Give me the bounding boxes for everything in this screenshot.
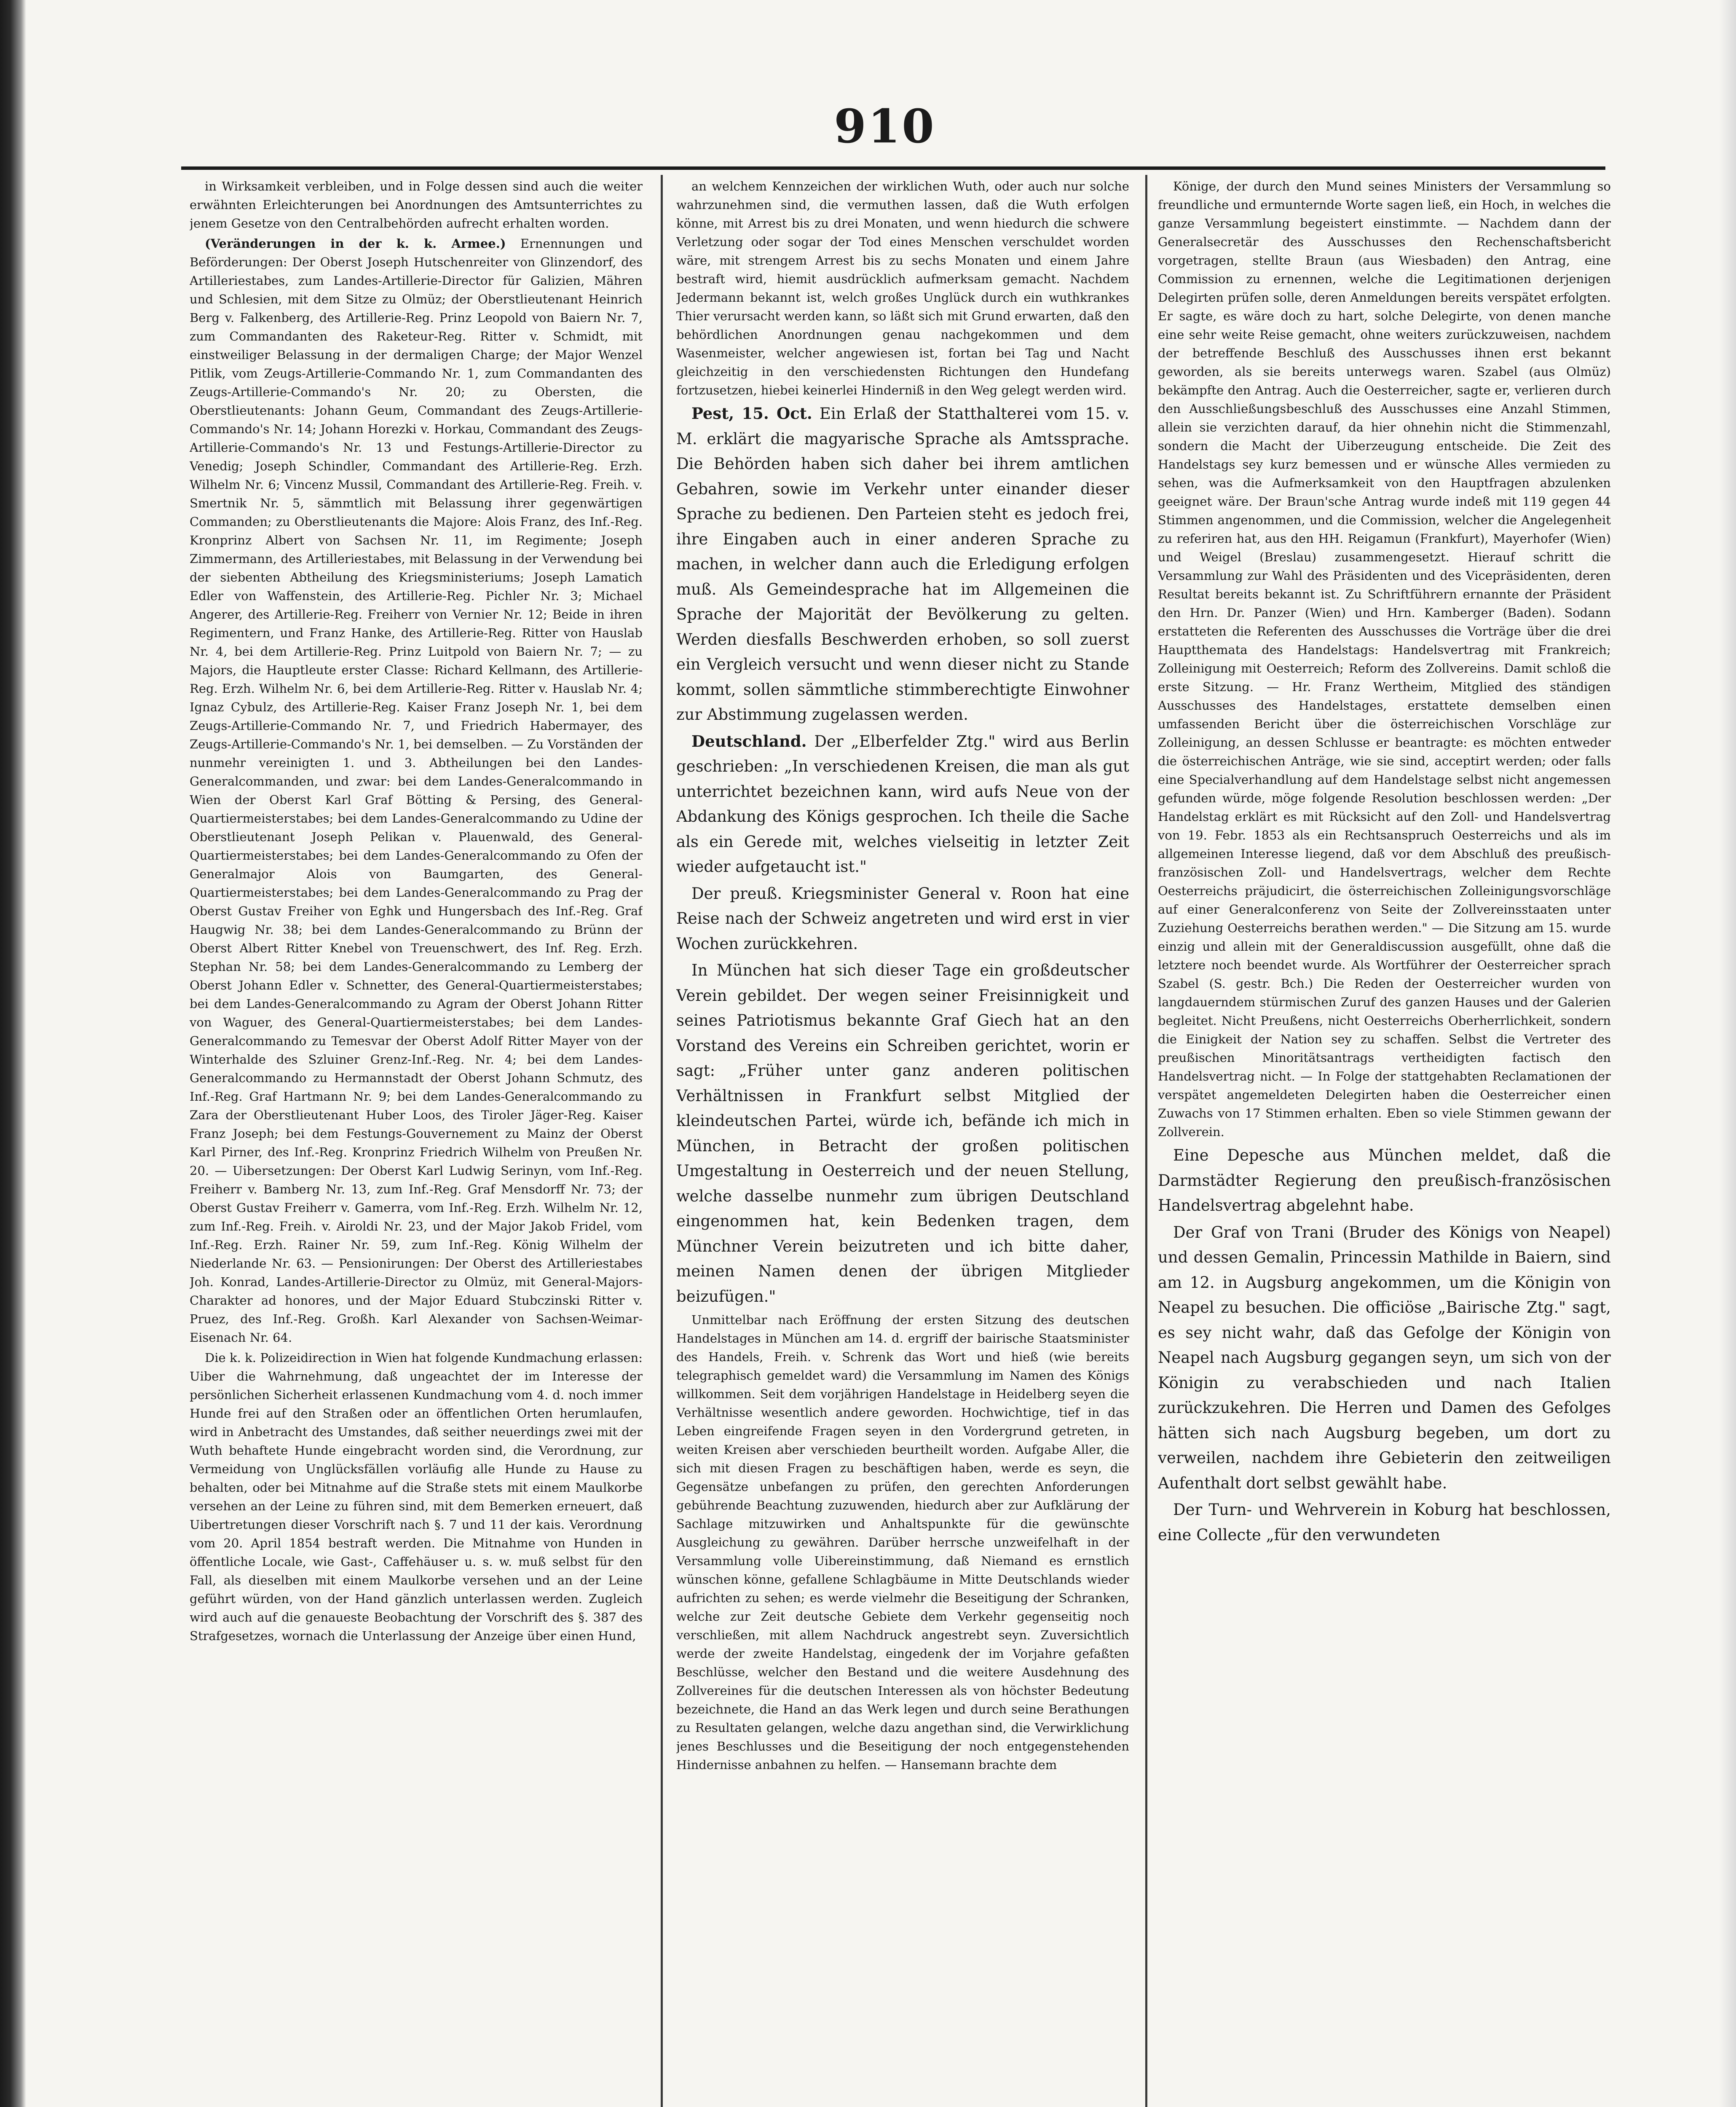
paragraph-text: Der „Elberfelder Ztg." wird aus Berlin geschrieben: „In verschiedenen Kreisen, die man als gut unterrichtet bezeichnen kann, wird aufs Neue von der Abdankung des Königs gesprochen. Ich theile die Sache als ein Gerede mit, welches vielseitig in letzter Zeit wieder aufgetaucht ist."	[676, 732, 1129, 876]
column-rule-1	[661, 175, 663, 2107]
article-paragraph	[190, 234, 643, 1347]
header-rule	[181, 166, 1605, 170]
article-paragraph	[676, 177, 1129, 399]
paragraph-text: in Wirksamkeit verbleiben, und in Folge dessen sind auch die weiter erwähnten Erleichterungen bei Anordnungen des Amtsunterrichtes zu jenem Gesetze von den Centralbehörden aufrecht erhalten worden.	[190, 179, 643, 231]
paragraph-lead: Pest, 15. Oct.	[691, 404, 812, 423]
paragraph-lead: (Veränderungen in der k. k. Armee.)	[205, 236, 506, 251]
article-paragraph	[676, 958, 1129, 1309]
paragraph-text: Unmittelbar nach Eröffnung der ersten Sitzung des deutschen Handelstages in München am 14. d. ergriff der bairische Staatsminister des Handels, Freih. v. Schrenk das Wort und hieß (wie bereits telegraphisch gemeldet ward) die Versammlung im Namen des Königs willkommen. Seit dem vorjährigen Handelstage in Heidelberg seyen die Verhältnisse wesentlich andere geworden. Hochwichtige, tief in das Leben eingreifende Fragen seyen in den Vordergrund getreten, in weiten Kreisen aber verschieden beurtheilt worden. Aufgabe Aller, die sich mit diesen Fragen zu beschäftigen haben, werde es seyn, die Gegensätze unbefangen zu prüfen, den gerechten Anforderungen gebührende Beachtung zuzuwenden, hiedurch aber zur Aufklärung der Sachlage mitzuwirken und Anhaltspunkte für die gewünschte Ausgleichung zu gewähren. Darüber herrsche unzweifelhaft in der Versammlung volle Uibereinstimmung, daß Niemand es ernstlich wünschen könne, gefallene Schlagbäume in Mitte Deutschlands wieder aufrichten zu sehen; es werde vielmehr die Beseitigung der Schranken, welche zur Zeit deutsche Gebiete dem Verkehr gegenseitig noch verschließen, mit allem Nachdruck angestrebt seyn. Zuversichtlich werde der zweite Handelstag, eingedenk der im Vorjahre gefaßten Beschlüsse, welcher den Bestand und die weitere Ausdehnung des Zollvereines für die deutschen Interessen als von höchster Bedeutung bezeichnete, die Hand an das Werk legen und durch seine Berathungen zu Resultaten gelangen, welche dazu angethan sind, die Verwirklichung jenes Beschlusses und die Beseitigung der noch entgegenstehenden Hindernisse anbahnen zu helfen. — Hansemann brachte dem	[676, 1313, 1129, 1772]
paragraph-text: Die k. k. Polizeidirection in Wien hat folgende Kundmachung erlassen: Uiber die Wahrnehmung, daß ungeachtet der im Interesse der persönlichen Sicherheit erlassenen Kundmachung vom 4. d. noch immer Hunde frei auf den Straßen oder an öffentlichen Orten herumlaufen, wird in Anbetracht des Umstandes, daß seither neuerdings zwei mit der Wuth behaftete Hunde eingebracht worden sind, die Verordnung, zur Vermeidung von Unglücksfällen vorläufig alle Hunde zu Hause zu behalten, oder bei Mitnahme auf die Straße stets mit einem Maulkorbe versehen an der Leine zu führen sind, mit dem Bemerken erneuert, daß Uibertretungen dieser Vorschrift nach §. 7 und 11 der kais. Verordnung vom 20. April 1854 bestraft werden. Die Mitnahme von Hunden in öffentliche Locale, wie Gast-, Caffehäuser u. s. w. muß selbst für den Fall, als dieselben mit einem Maulkorbe versehen und an der Leine geführt würden, von der Hand gänzlich unterlassen werden. Zugleich wird auch auf die genaueste Beobachtung der Vorschrift des §. 387 des Strafgesetzes, wornach die Unterlassung der Anzeige über einen Hund,	[190, 1351, 643, 1643]
page-number: 910	[834, 99, 936, 153]
article-paragraph	[1158, 177, 1611, 1141]
paragraph-text: In München hat sich dieser Tage ein großdeutscher Verein gebildet. Der wegen seiner Freisinnigkeit und seines Patriotismus bekannte Graf Giech hat an den Vorstand des Vereins ein Schreiben gerichtet, worin er sagt: „Früher unter ganz anderen politischen Verhältnissen in Frankfurt selbst Mitglied der kleindeutschen Partei, würde ich, befände ich mich in München, in Betracht der großen politischen Umgestaltung in Oesterreich und der neuen Stellung, welche dasselbe nunmehr zum übrigen Deutschland eingenommen hat, kein Bedenken tragen, dem Münchner Verein beizutreten und ich bitte daher, meinen Namen denen der übrigen Mitglieder beizufügen."	[676, 961, 1129, 1305]
paragraph-text: Könige, der durch den Mund seines Ministers der Versammlung so freundliche und ermunternde Worte sagen ließ, ein Hoch, in welches die ganze Versammlung begeistert einstimmte. — Nachdem dann der Generalsecretär des Ausschusses den Rechenschaftsbericht vorgetragen, stellte Braun (aus Wiesbaden) den Antrag, eine Commission zu ernennen, welche die Legitimationen derjenigen Delegirten prüfen solle, deren Anmeldungen bereits verspätet erfolgten. Er sagte, es wäre doch zu hart, solche Delegirte, von denen manche eine sehr weite Reise gemacht, ohne weiters zurückzuweisen, nachdem der betreffende Beschluß des Ausschusses ihnen erst bekannt geworden, als sie bereits unterwegs waren. Szabel (aus Olmüz) bekämpfte den Antrag. Auch die Oesterreicher, sagte er, verlieren durch den Ausschließungsbeschluß des Ausschusses eine Anzahl Stimmen, allein sie verzichten darauf, da hier ohnehin nicht die Stimmenzahl, sondern die Macht der Uiberzeugung entscheide. Die Zeit des Handelstags sey kurz bemessen und er wünsche Alles vermieden zu sehen, was die Aufmerksamkeit von den Hauptfragen abzulenken geeignet wäre. Der Braun'sche Antrag wurde indeß mit 119 gegen 44 Stimmen angenommen, und die Commission, welcher die Angelegenheit zu referiren hat, aus den HH. Reigamun (Frankfurt), Mayerhofer (Wien) und Weigel (Breslau) zusammengesetzt. Hierauf schritt die Versammlung zur Wahl des Präsidenten und des Vicepräsidenten, deren Resultat bereits bekannt ist. Zu Schriftführern ernannte der Präsident den Hrn. Dr. Panzer (Wien) und Hrn. Kamberger (Baden). Sodann erstatteten die Referenten des Ausschusses die Vorträge über die drei Hauptthemata des Handelstags: Handelsvertrag mit Frankreich; Zolleinigung mit Oesterreich; Reform des Zollvereins. Damit schloß die erste Sitzung. — Hr. Franz Wertheim, Mitglied des ständigen Ausschusses des Handelstages, erstattete demselben einen umfassenden Bericht über die österreichischen Vorschläge zur Zolleinigung, an dessen Schlusse er beantragte: es möchten entweder die österreichischen Anträge, wie sie sind, acceptirt werden; oder falls eine Specialverhandlung auf dem Handelstage selbst nicht angemessen gefunden würde, möge folgende Resolution beschlossen werden: „Der Handelstag erklärt es mit Rücksicht auf den Zoll- und Handelsvertrag von 19. Febr. 1853 als ein Rechtsanspruch Oesterreichs und als im allgemeinen Interesse liegend, daß vor dem Abschluß des preußisch-französischen Zoll- und Handelsvertrags, welcher dem Rechte Oesterreichs präjudicirt, die österreichischen Zolleinigungsvorschläge auf einer Generalconferenz von Seite der Zollvereinsstaaten unter Zuziehung Oesterreichs berathen werden." — Die Sitzung am 15. wurde einzig und allein mit der Generaldiscussion ausgefüllt, ohne daß die letztere noch beendet wurde. Als Wortführer der Oesterreicher sprach Szabel (S. gestr. Bch.) Die Reden der Oesterreicher wurden von langdauerndem stürmischen Zuruf des ganzen Hauses und der Galerien begleitet. Nicht Preußens, nicht Oesterreichs Oberherrlichkeit, sondern die Einigkeit der Nation sey zu schaffen. Selbst die Vertreter des preußischen Minoritätsantrags vertheidigten factisch den Handelsvertrag nicht. — In Folge der stattgehabten Reclamationen der verspätet angemeldeten Delegirten haben die Oesterreicher einen Zuwachs von 17 Stimmen erhalten. Eben so viele Stimmen gewann der Zollverein.	[1158, 179, 1611, 1139]
article-paragraph	[1158, 1220, 1611, 1496]
text-column-2	[676, 177, 1129, 2107]
scan-binding-edge	[0, 0, 26, 2107]
paragraph-text: Ernennungen und Beförderungen: Der Oberst Joseph Hutschenreiter von Glinzendorf, des Artilleriestabes, zum Landes-Artillerie-Director für Galizien, Mähren und Schlesien, mit dem Sitze zu Olmüz; der Oberstlieutenant Heinrich Berg v. Falkenberg, des Artillerie-Reg. Prinz Leopold von Baiern Nr. 7, zum Commandanten des Raketeur-Reg. Ritter v. Schmidt, mit einstweiliger Belassung in der dermaligen Charge; der Major Wenzel Pitlik, vom Zeugs-Artillerie-Commando Nr. 1, zum Commandanten des Zeugs-Artillerie-Commando's Nr. 20; zu Obersten, die Oberstlieutenants: Johann Geum, Commandant des Zeugs-Artillerie-Commando's Nr. 14; Johann Horezki v. Horkau, Commandant des Zeugs-Artillerie-Commando's Nr. 13 und Festungs-Artillerie-Director zu Venedig; Joseph Schindler, Commandant des Artillerie-Reg. Erzh. Wilhelm Nr. 6; Vincenz Mussil, Commandant des Artillerie-Reg. Freih. v. Smertnik Nr. 5, sämmtlich mit Belassung ihrer gegenwärtigen Commanden; zu Oberstlieutenants die Majore: Alois Franz, des Inf.-Reg. Kronprinz Albert von Sachsen Nr. 11, im Regimente; Joseph Zimmermann, des Artilleriestabes, mit Belassung in der Verwendung bei der siebenten Abtheilung des Kriegsministeriums; Joseph Lamatich Edler von Waffenstein, des Artillerie-Reg. Pichler Nr. 3; Michael Angerer, des Artillerie-Reg. Freiherr von Vernier Nr. 12; Beide in ihren Regimentern, und Franz Hanke, des Artillerie-Reg. Ritter von Hauslab Nr. 4, bei dem Artillerie-Reg. Prinz Luitpold von Baiern Nr. 7; — zu Majors, die Hauptleute erster Classe: Richard Kellmann, des Artillerie-Reg. Erzh. Wilhelm Nr. 6, bei dem Artillerie-Reg. Ritter v. Hauslab Nr. 4; Ignaz Cybulz, des Artillerie-Reg. Kaiser Franz Joseph Nr. 1, bei dem Zeugs-Artillerie-Commando Nr. 7, und Friedrich Habermayer, des Zeugs-Artillerie-Commando's Nr. 1, bei demselben. — Zu Vorständen der nunmehr vereinigten 1. und 3. Abtheilungen bei den Landes-Generalcommanden, und zwar: bei dem Landes-Generalcommando in Wien der Oberst Karl Graf Bötting & Persing, des General-Quartiermeisterstabes; bei dem Landes-Generalcommando zu Udine der Oberstlieutenant Joseph Pelikan v. Plauenwald, des General-Quartiermeisterstabes; bei dem Landes-Generalcommando zu Ofen der Generalmajor Alois von Baumgarten, des General-Quartiermeisterstabes; bei dem Landes-Generalcommando zu Prag der Oberst Gustav Freiher von Eghk und Hungersbach des Inf.-Reg. Graf Haugwig Nr. 38; bei dem Landes-Generalcommando zu Brünn der Oberst Albert Ritter Knebel von Treuenschwert, des Inf. Reg. Erzh. Stephan Nr. 58; bei dem Landes-Generalcommando zu Lemberg der Oberst Johann Edler v. Schnetter, des General-Quartiermeisterstabes; bei dem Landes-Generalcommando zu Agram der Oberst Johann Ritter von Waguer, des General-Quartiermeisterstabes; bei dem Landes-Generalcommando zu Temesvar der Oberst Adolf Ritter Mayer von der Winterhalde des Szluiner Grenz-Inf.-Reg. Nr. 4; bei dem Landes-Generalcommando zu Hermannstadt der Oberst Johann Schmutz, des Inf.-Reg. Graf Hartmann Nr. 9; bei dem Landes-Generalcommando zu Zara der Oberstlieutenant Huber Loos, des Tiroler Jäger-Reg. Kaiser Franz Joseph; bei dem Festungs-Gouvernement zu Mainz der Oberst Karl Pirner, des Inf.-Reg. Kronprinz Friedrich Wilhelm von Preußen Nr. 20. — Uibersetzungen: Der Oberst Karl Ludwig Serinyn, vom Inf.-Reg. Freiherr v. Bamberg Nr. 13, zum Inf.-Reg. Graf Mensdorff Nr. 73; der Oberst Gustav Freiherr v. Gamerra, vom Inf.-Reg. Erzh. Wilhelm Nr. 12, zum Inf.-Reg. Freih. v. Airoldi Nr. 23, und der Major Jakob Fridel, vom Inf.-Reg. Erzh. Rainer Nr. 59, zum Inf.-Reg. König Wilhelm der Niederlande Nr. 63. — Pensionirungen: Der Oberst des Artilleriestabes Joh. Konrad, Landes-Artillerie-Director zu Olmüz, mit General-Majors-Charakter ad honores, und der Major Eduard Stubczinski Ritter v. Pruez, des Inf.-Reg. Großh. Karl Alexander von Sachsen-Weimar-Eisenach Nr. 64.	[190, 236, 643, 1345]
text-column-1	[190, 177, 643, 2107]
article-paragraph	[190, 177, 643, 233]
article-paragraph	[676, 729, 1129, 879]
article-paragraph	[1158, 1497, 1611, 1547]
paragraph-text: Der Graf von Trani (Bruder des Königs von Neapel) und dessen Gemalin, Princessin Mathilde in Baiern, sind am 12. in Augsburg angekommen, um die Königin von Neapel zu besuchen. Die officiöse „Bairische Ztg." sagt, es sey nicht wahr, daß das Gefolge der Königin von Neapel nach Augsburg gegangen seyn, um sich von der Königin zu verabschieden und nach Italien zurückzukehren. Die Herren und Damen des Gefolges hätten sich nach Augsburg begeben, um dort zu verweilen, nachdem ihre Gebieterin den zeitweiligen Aufenthalt dort selbst gewählt habe.	[1158, 1223, 1611, 1492]
paragraph-text: an welchem Kennzeichen der wirklichen Wuth, oder auch nur solche wahrzunehmen sind, die vermuthen lassen, daß die Wuth erfolgen könne, mit Arrest bis zu drei Monaten, und wenn hiedurch die schwere Verletzung oder sogar der Tod eines Menschen verschuldet worden wäre, mit strengem Arrest bis zu sechs Monaten und einem Jahre bestraft wird, hiemit ausdrücklich aufmerksam gemacht. Nachdem Jedermann bekannt ist, welch großes Unglück durch ein wuthkrankes Thier verursacht werden kann, so läßt sich mit Grund erwarten, daß den behördlichen Anordnungen genau nachgekommen und dem Wasenmeister, welcher angewiesen ist, fortan bei Tag und Nacht gleichzeitig in den verschiedensten Richtungen den Hundefang fortzusetzen, hiebei keinerlei Hinderniß in den Weg gelegt werden wird.	[676, 179, 1129, 397]
article-paragraph	[676, 1311, 1129, 1774]
scan-page-edge	[1719, 0, 1736, 2107]
paragraph-lead: Deutschland.	[691, 732, 807, 751]
paragraph-text: Der preuß. Kriegsminister General v. Roon hat eine Reise nach der Schweiz angetreten und wird erst in vier Wochen zurückkehren.	[676, 884, 1129, 953]
paragraph-text: Eine Depesche aus München meldet, daß die Darmstädter Regierung den preußisch-französischen Handelsvertrag abgelehnt habe.	[1158, 1146, 1611, 1214]
column-rule-2	[1145, 175, 1147, 2107]
article-paragraph	[676, 881, 1129, 957]
article-paragraph	[676, 401, 1129, 727]
paragraph-text: Ein Erlaß der Statthalterei vom 15. v. M. erklärt die magyarische Sprache als Amtssprache. Die Behörden haben sich daher bei ihrem amtlichen Gebahren, sowie im Verkehr unter einander dieser Sprache zu bedienen. Den Parteien steht es jedoch frei, ihre Eingaben auch in einer anderen Sprache zu machen, in welcher dann auch die Erledigung erfolgen muß. Als Gemeindesprache hat im Allgemeinen die Sprache der Majorität der Bevölkerung zu gelten. Werden diesfalls Beschwerden erhoben, so soll zuerst ein Vergleich versucht und wenn dieser nicht zu Stande kommt, sollen sämmtliche stimmberechtigte Einwohner zur Abstimmung zugelassen werden.	[676, 405, 1129, 724]
paragraph-text: Der Turn- und Wehrverein in Koburg hat beschlossen, eine Collecte „für den verwundeten	[1158, 1501, 1611, 1544]
article-paragraph	[190, 1348, 643, 1645]
text-column-3	[1158, 177, 1611, 2107]
article-paragraph	[1158, 1143, 1611, 1218]
